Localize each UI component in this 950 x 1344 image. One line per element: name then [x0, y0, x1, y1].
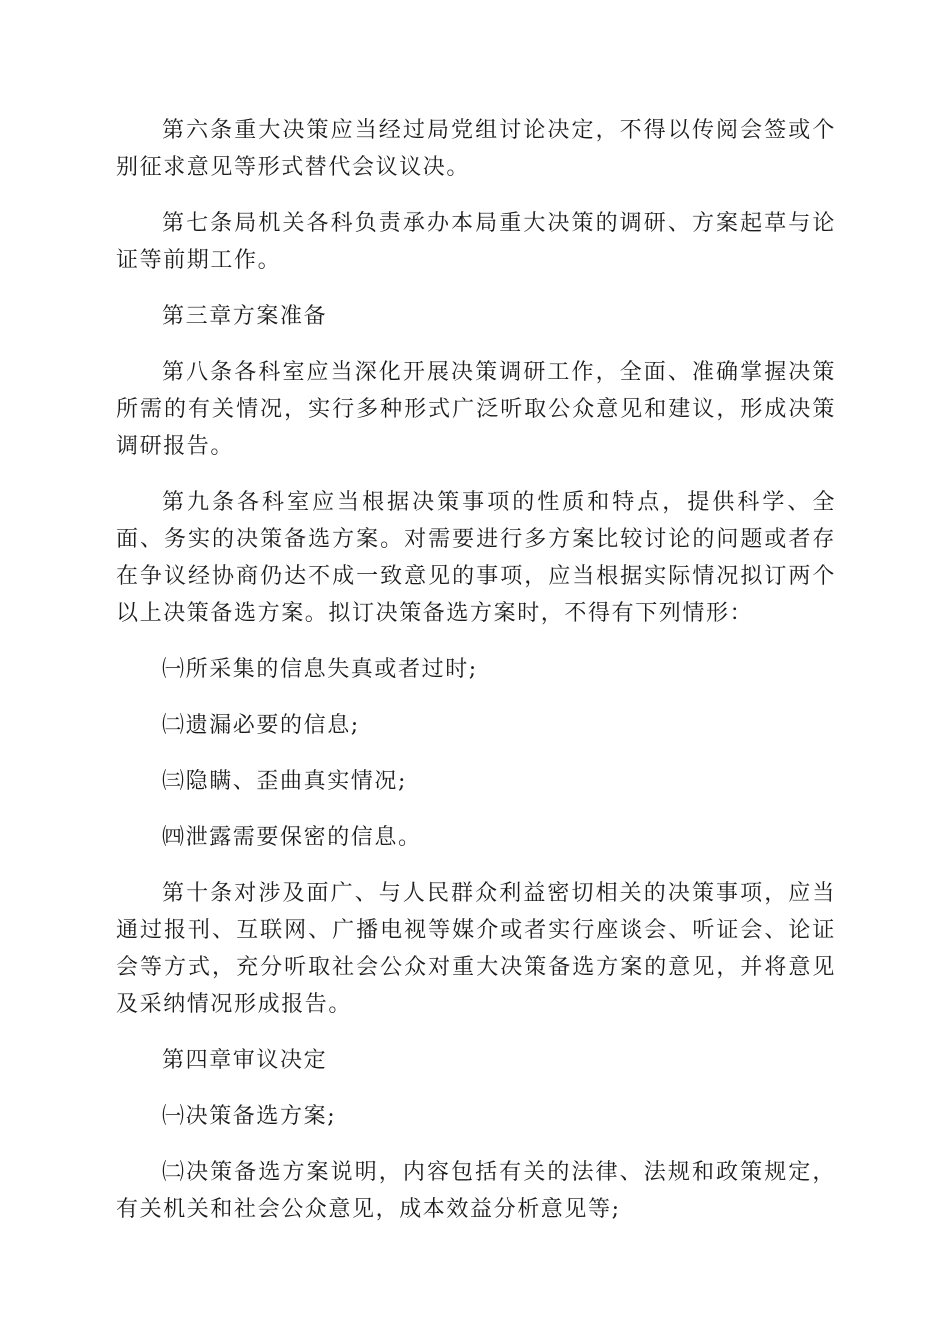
- article-9-paragraph: 第九条各科室应当根据决策事项的性质和特点，提供科学、全面、务实的决策备选方案。对需要进行多方案比较讨论的问题或者存在争议经协商仍达不成一致意见的事项，应当根据实际情况拟订两个以上决策备选方案。拟订决策备选方案时，不得有下列情形：: [116, 490, 836, 626]
- article-10-paragraph: 第十条对涉及面广、与人民群众利益密切相关的决策事项，应当通过报刊、互联网、广播电视等媒介或者实行座谈会、听证会、论证会等方式，充分听取社会公众对重大决策备选方案的意见，并将意见及采纳情况形成报告。: [116, 881, 836, 1017]
- list-item-2: ㈡遗漏必要的信息;: [162, 713, 360, 738]
- article-6-paragraph: 第六条重大决策应当经过局党组讨论决定，不得以传阅会签或个别征求意见等形式替代会议议决。: [116, 118, 836, 180]
- list-item-4: ㈣泄露需要保密的信息。: [162, 825, 422, 850]
- chapter-3-heading: 第三章方案准备: [162, 304, 328, 329]
- list-item-3: ㈢隐瞒、歪曲真实情况;: [162, 769, 408, 794]
- list-item-1: ㈠所采集的信息失真或者过时;: [162, 657, 478, 682]
- article-8-paragraph: 第八条各科室应当深化开展决策调研工作，全面、准确掌握决策所需的有关情况，实行多种形式广泛听取公众意见和建议，形成决策调研报告。: [116, 360, 836, 459]
- review-list-item-1: ㈠决策备选方案;: [162, 1104, 337, 1129]
- review-list-item-2: ㈡决策备选方案说明，内容包括有关的法律、法规和政策规定，有关机关和社会公众意见，成本效益分析意见等;: [116, 1160, 836, 1222]
- article-7-paragraph: 第七条局机关各科负责承办本局重大决策的调研、方案起草与论证等前期工作。: [116, 211, 836, 273]
- document-body: [116, 112, 836, 1228]
- chapter-4-heading: 第四章审议决定: [162, 1048, 328, 1073]
